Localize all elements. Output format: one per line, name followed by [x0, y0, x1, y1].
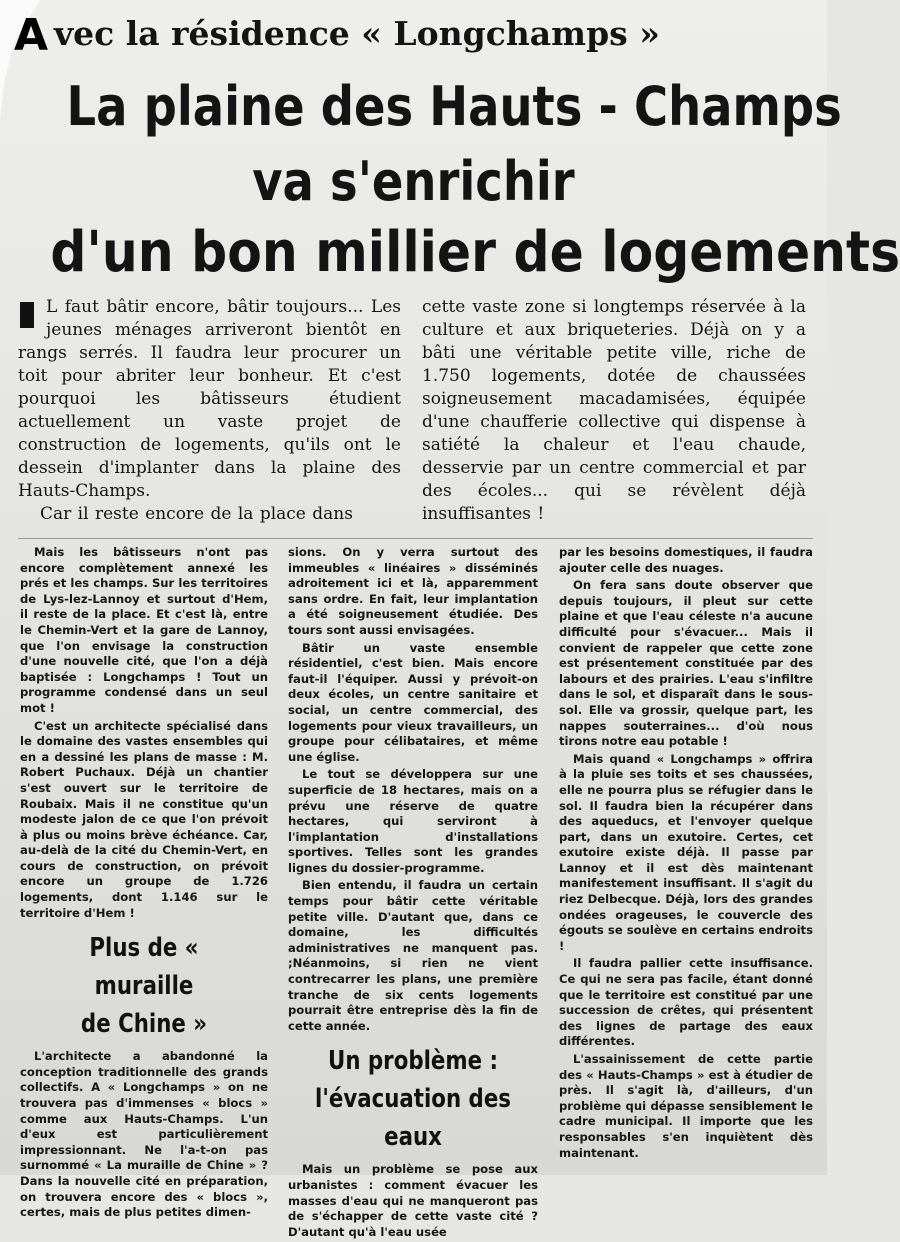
lead-paragraph: Car il reste encore de la place dans [40, 504, 353, 524]
dropcap-mark [20, 302, 34, 328]
subheading-line: Plus de « muraille [89, 933, 199, 1002]
paragraph: Mais les bâtisseurs n'ont pas encore complètement annexé les prés et les champs. Sur les territoires de Lys-lez-Lannoy et surtout d'Hem, il reste de la place. Et c'est là, entre le Chemin-Vert et la gare de Lannoy, que l'on envisage la construction d'une nouvelle cité, que l'on a déjà baptisée : Longchamps ! Tout un programme condensé dans un seul mot ! [20, 545, 268, 715]
divider [18, 538, 813, 539]
lead-right [422, 296, 806, 526]
paragraph: On fera sans doute observer que depuis toujours, il pleut sur cette plaine et que l'eau céleste n'a aucune difficulté pour s'évacuer... Mais il convient de rappeler que cette zone est présentement constituée par des labours et des prairies. L'eau s'infiltre dans le sol, et disparaît dans le sous-sol. Elle va grossir, quelque part, les nappes souterraines... d'où nous tirons notre eau potable ! [559, 578, 813, 749]
headline-line-1: La plaine des Hauts - Champs [66, 75, 842, 138]
paragraph: Il faudra pallier cette insuffisance. Ce qui ne sera pas facile, étant donné que le territoire est constitué par une succession de crêtes, qui présentent des lignes de partage des eaux différentes. [559, 956, 813, 1049]
column-2 [288, 545, 538, 1242]
paragraph: L'assainissement de cette partie des « Hauts-Champs » est à étudier de près. Il s'agit là, d'ailleurs, d'un problème qui dépasse sensiblement le cadre municipal. Il importe que les responsables s'en inquiètent dès maintenant. [559, 1052, 813, 1160]
paragraph: sions. On y verra surtout des immeubles « linéaires » disséminés adroitement ici et là, apparemment sans ordre. En fait, leur implantation a été soigneusement étudiée. Des tours sont aussi envisagées. [288, 545, 538, 637]
lead-paragraph: L faut bâtir encore, bâtir toujours... Les jeunes ménages arriveront bientôt en rangs serrés. Il faudra leur procurer un toit pour abriter leur bonheur. Et c'est pourquoi les bâtisseurs étudient actuellement un vaste projet de construction de logements, qu'ils ont le dessein d'implanter dans la plaine des Hauts-Champs. [18, 297, 401, 501]
subheading-line: de Chine » [80, 1009, 208, 1040]
paragraph: Bâtir un vaste ensemble résidentiel, c'est bien. Mais encore faut-il l'équiper. Aussi y prévoit-on deux écoles, un centre sanitaire et social, un centre commercial, des logements pour vieux travailleurs, un groupe pour célibataires, et même une église. [288, 640, 538, 764]
headline-line-3: d'un bon millier de logements [50, 220, 900, 285]
paragraph: C'est un architecte spécialisé dans le domaine des vastes ensembles qui en a dessiné les plans de masse : M. Robert Puchaux. Déjà un chantier s'est ouvert sur le territoire de Roubaix. Mais il ne constitue qu'un modeste jalon de ce que l'on prévoit à plus ou moins brève échéance. Car, au-delà de la cité du Chemin-Vert, en cours de construction, on prévoit encore un groupe de 1.726 logements, dont 1.146 sur le territoire d'Hem ! [20, 718, 268, 920]
subheading-line: Un problème : [328, 1046, 498, 1077]
paragraph: Mais quand « Longchamps » offrira à la pluie ses toits et ses chaussées, elle ne pourra plus se réfugier dans le sol. Il faudra bien la récupérer dans des aqueducs, et l'envoyer quelque part, dans un exutoire. Certes, cet exutoire existe déjà. Il passe par Lannoy et il est dès maintenant manifestement insuffisant. Il s'agit du riez Delbecque. Déjà, lors des grandes ondées orageuses, le couvercle des égouts se soulève en certains endroits ! [559, 751, 813, 953]
column-3 [559, 545, 813, 1163]
paragraph: par les besoins domestiques, il faudra ajouter celle des nuages. [559, 545, 813, 575]
paragraph: Bien entendu, il faudra un certain temps pour bâtir cette véritable petite ville. D'autant que, dans ce domaine, les difficultés administratives ne manquent pas. ;Néanmoins, si rien ne vient contrecarrer les plans, une première tranche de six cents logements pourrait être entreprise dès la fin de cette année. [288, 878, 538, 1033]
kicker: vec la résidence « Longchamps » [54, 14, 660, 53]
page-letter: A [14, 10, 49, 61]
lead-paragraph: cette vaste zone si longtemps réservée à la culture et aux briqueteries. Déjà on y a bâti une véritable petite ville, riche de 1.750 logements, dotée de chaussées soigneusement macadamisées, équipée d'une chaufferie collective qui dispense à satiété la chaleur et l'eau chaude, desservie par un centre commercial et par des écoles... qui se révèlent déjà insuffisantes ! [422, 297, 806, 524]
headline-line-2: va s'enrichir [252, 150, 575, 213]
lead-left [18, 296, 401, 526]
subheading [42, 929, 245, 1043]
column-1 [20, 545, 268, 1223]
paragraph: Le tout se développera sur une superficie de 18 hectares, mais on a prévu une réserve de quatre hectares, qui serviront à l'implantation d'installations sportives. Telles sont les grandes lignes du dossier-programme. [288, 767, 538, 875]
paragraph: Mais un problème se pose aux urbanistes : comment évacuer les masses d'eau qui ne manqueront pas de s'échapper de cette vaste cité ? D'autant qu'à l'eau usée [288, 1162, 538, 1239]
subheading [311, 1042, 516, 1156]
subheading-line: l'évacuation des eaux [315, 1084, 511, 1153]
paragraph: L'architecte a abandonné la conception traditionnelle des grands collectifs. A « Longchamps » on ne trouvera pas d'immenses « blocs » comme aux Hauts-Champs. L'un d'eux est particulièrement impressionnant. Ne l'a-t-on pas surnommé « La muraille de Chine » ? Dans la nouvelle cité en préparation, on trouvera encore des « blocs », certes, mais de plus petites dimen- [20, 1049, 268, 1220]
